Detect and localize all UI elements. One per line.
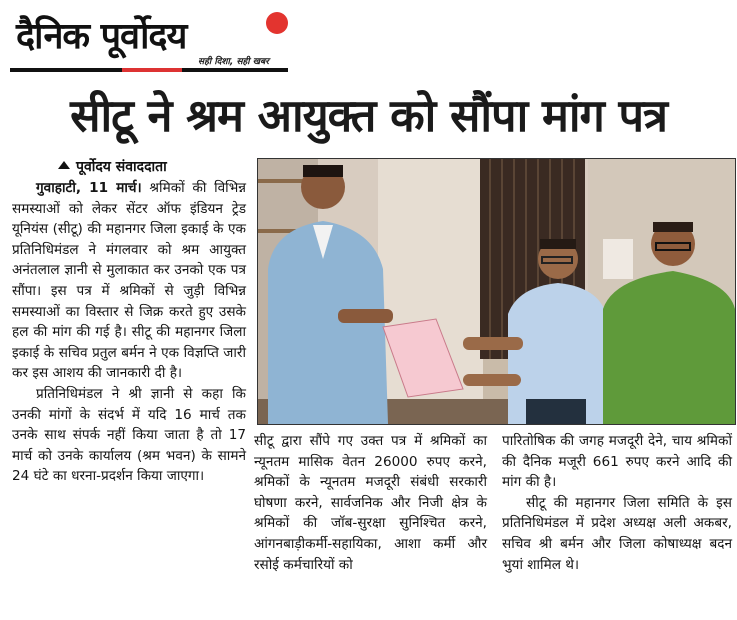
masthead	[10, 4, 288, 74]
masthead-sun-icon	[266, 12, 288, 34]
triangle-icon	[58, 161, 70, 169]
dateline: गुवाहाटी, 11 मार्च।	[36, 180, 142, 196]
delegation-photo-icon	[258, 159, 735, 424]
article-paragraph: प्रतिनिधिमंडल ने श्री ज्ञानी से कहा कि उनकी मांगों के संदर्भ में यदि 16 मार्च तक उनके साथ संपर्क नहीं किया जाता है तो 17 मार्च को उनके कार्यालय (श्रम भवन) के सामने 24 घंटे का धरना-प्रदर्शन किया जाएगा।	[12, 385, 246, 485]
article-paragraph	[12, 178, 246, 384]
article-column-3	[502, 431, 732, 575]
article-paragraph: सीटू की महानगर जिला समिति के इस प्रतिनिधिमंडल में प्रदेश अध्यक्ष अली अकबर, सचिव श्री बर्मन और जिला कोषाध्यक्ष बदन भुयां शामिल थे।	[502, 494, 732, 573]
article-paragraph: सीटू द्वारा सौंपे गए उक्त पत्र में श्रमिकों का न्यूनतम मासिक वेतन 26000 रुपए करने, श्रमिकों के न्यूनतम मजदूरी संबंधी सरकारी घोषणा करने, सार्वजनिक और निजी क्षेत्र के श्रमिकों की जॉब-सुरक्षा सुनिश्चित करने, आंगनबाड़ीकर्मी-सहायिका, आशा कर्मी और रसोई कर्मचारियों को	[254, 433, 487, 573]
headline: सीटू ने श्रम आयुक्त को सौंपा मांग पत्र	[70, 89, 667, 142]
paragraph-text: श्रमिकों की विभिन्न समस्याओं को लेकर सेंटर ऑफ इंडियन ट्रेड यूनियंस (सीटू) की महानगर जिला इकाई के एक प्रतिनिधिमंडल ने मंगलवार को श्रम आयुक्त अनंतलाल ज्ञानी से मुलाकात कर उनको एक पत्र सौंपा। इस पत्र में श्रमिकों से जुड़ी विभिन्न समस्याओं का विस्तार से जिक्र करते हुए उसके हल की मांग की गई है। सीटू की महानगर जिला इकाई के सचिव प्रतुल बर्मन ने एक विज्ञप्ति जारी कर इस आशय की जानकारी दी है।	[12, 180, 247, 382]
masthead-name: दैनिक पूर्वोदय	[16, 15, 187, 57]
masthead-tagline: सही दिशा, सही खबर	[198, 57, 269, 67]
masthead-rule-accent	[122, 68, 182, 72]
article-column-1	[12, 178, 246, 487]
news-photo	[257, 158, 736, 425]
byline	[58, 157, 167, 176]
article-paragraph: पारितोषिक की जगह मजदूरी देने, चाय श्रमिकों की दैनिक मजूरी 661 रुपए करने आदि की मांग की है।	[502, 433, 732, 491]
byline-text: पूर्वोदय संवाददाता	[76, 159, 167, 175]
article-column-2	[254, 431, 487, 575]
